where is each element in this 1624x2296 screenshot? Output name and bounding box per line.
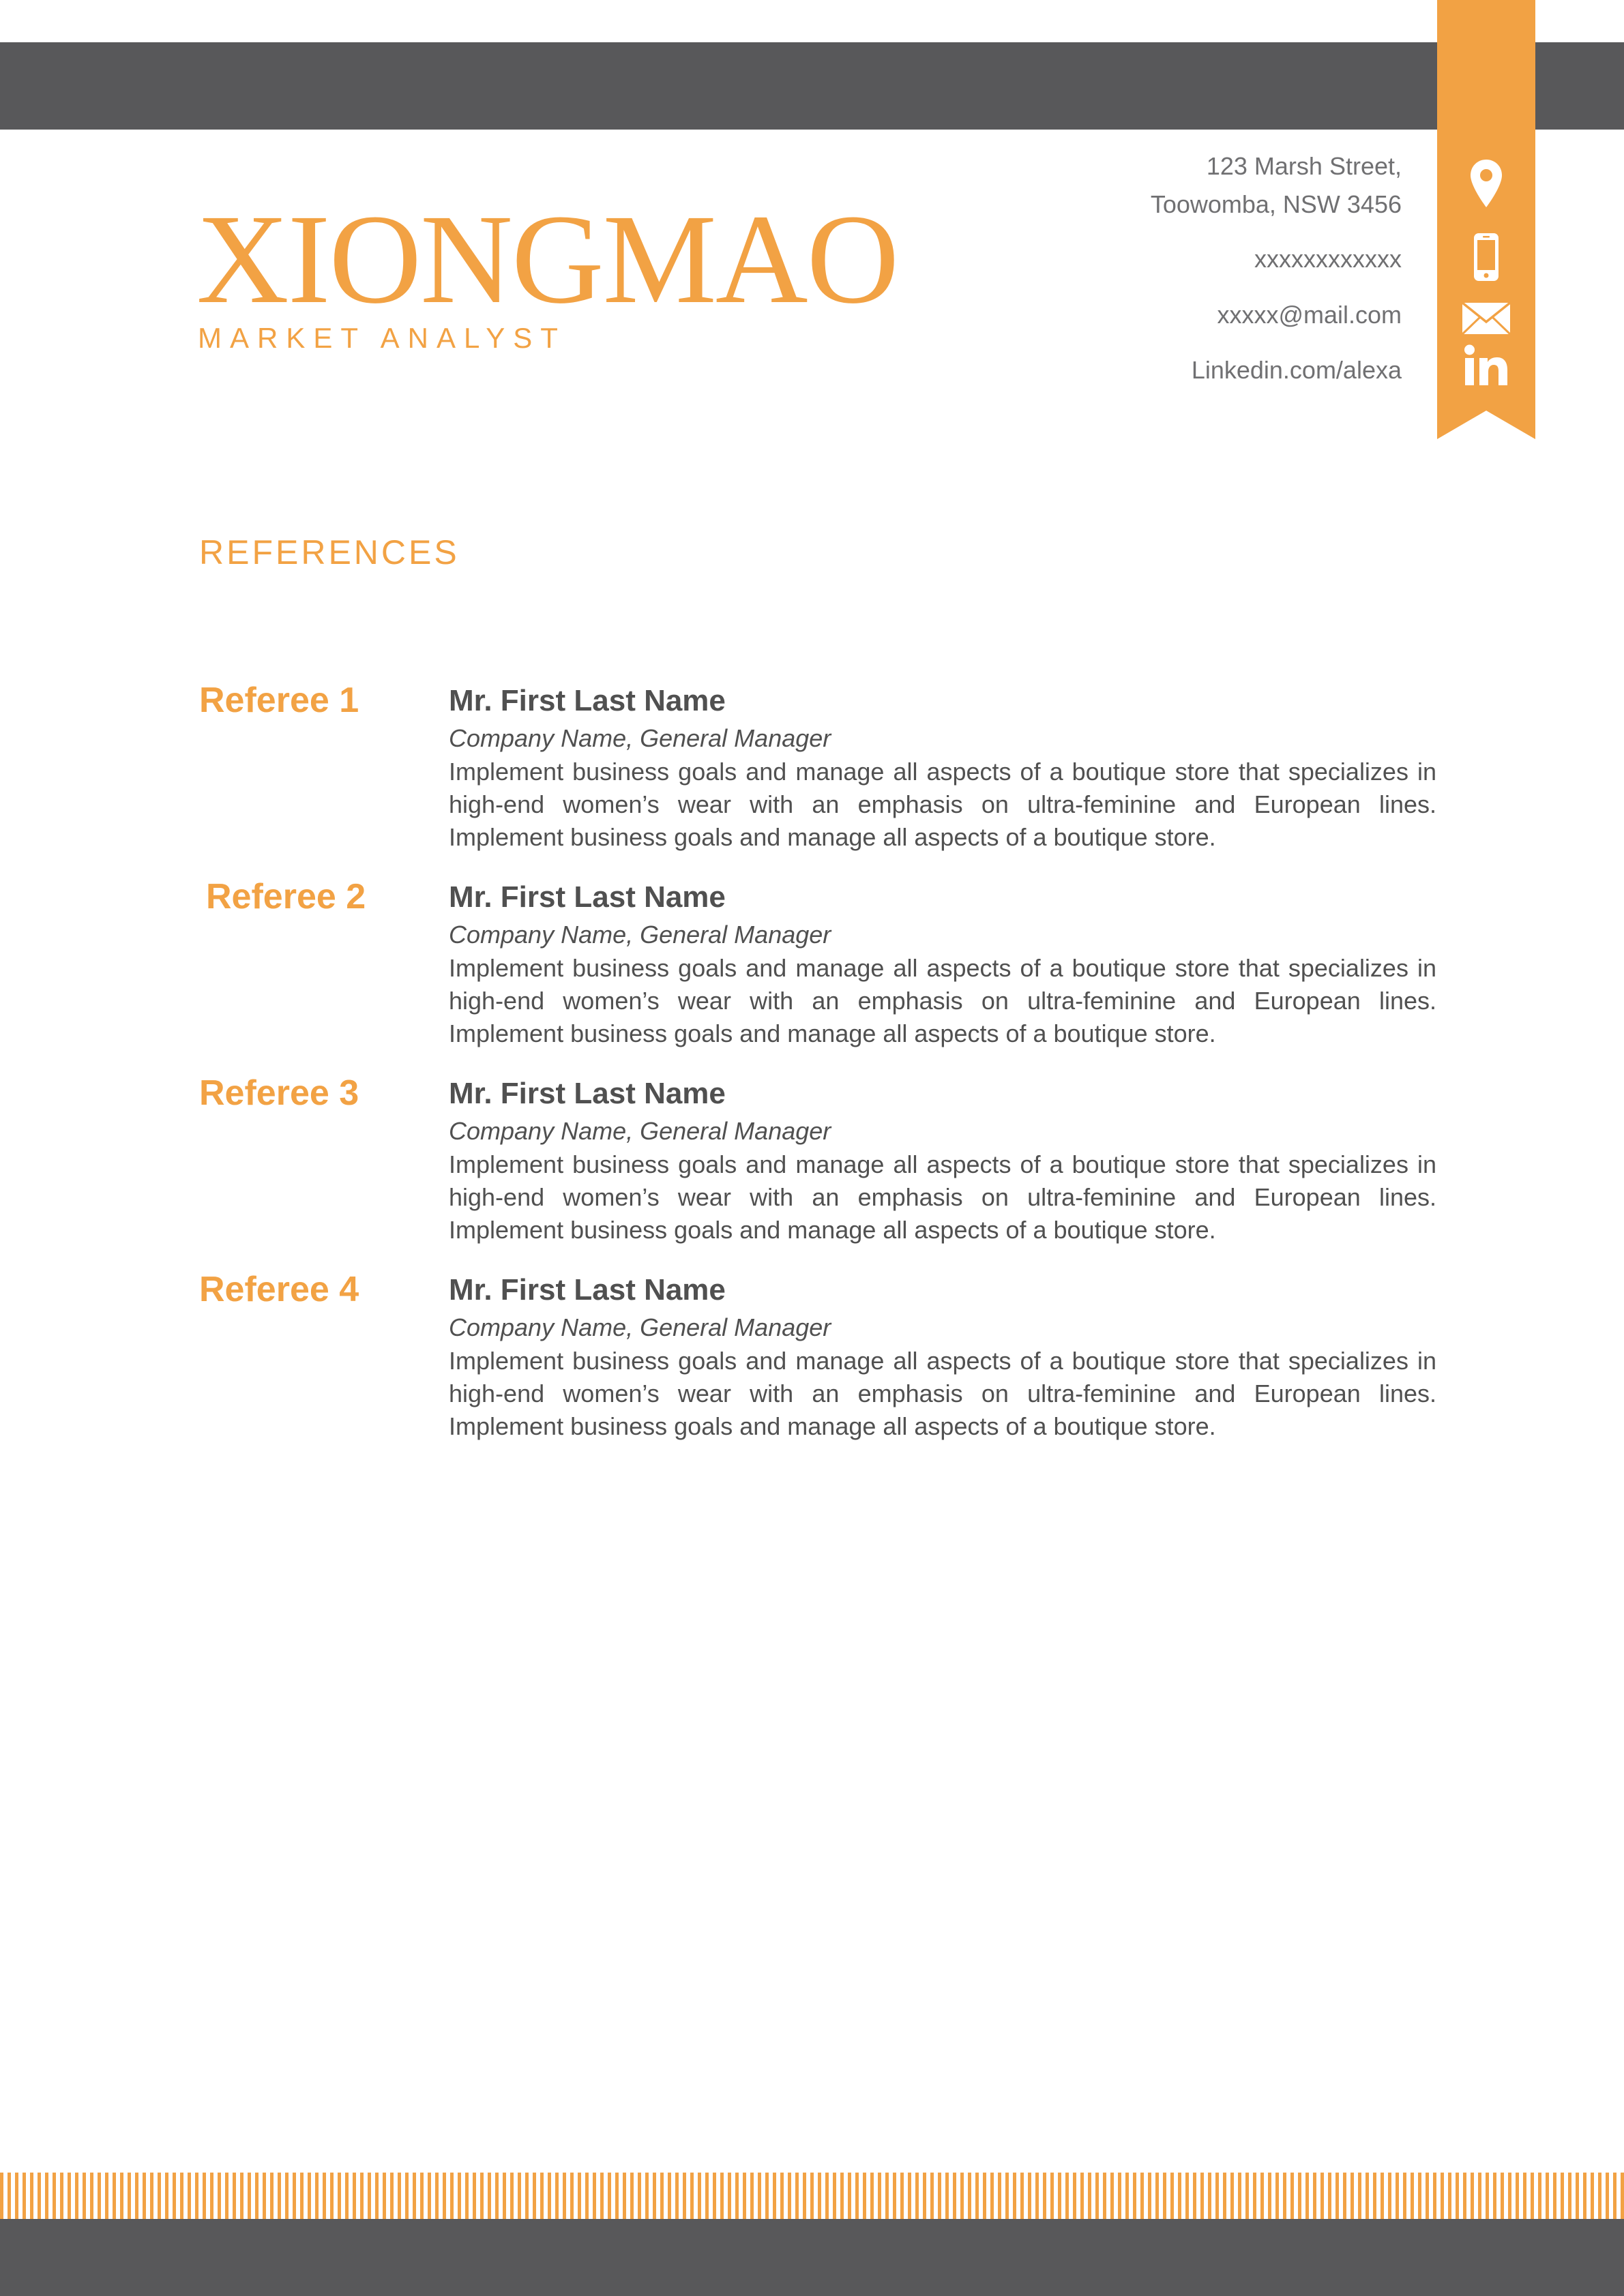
mobile-phone-icon — [1437, 232, 1535, 282]
referee-name: Mr. First Last Name — [449, 880, 726, 914]
job-title: MARKET ANALYST — [198, 322, 566, 354]
references-heading: REFERENCES — [199, 533, 460, 571]
address-line-1: 123 Marsh Street, — [1206, 152, 1402, 180]
footer-stripes — [0, 2173, 1624, 2219]
email-address: xxxxx@mail.com — [1217, 301, 1402, 329]
location-pin-icon — [1437, 158, 1535, 209]
referee-entry — [449, 1073, 1436, 1247]
referee-description: Implement business goals and manage all aspects of a boutique store that specializes in high-end women’s wear with an emphasis on ultra-feminine and European lines. Implement business goals and manage all aspects of a boutique store. — [449, 954, 1436, 1047]
linkedin-url: Linkedin.com/alexa — [1191, 356, 1402, 384]
referee-description: Implement business goals and manage all aspects of a boutique store that specializes in high-end women’s wear with an emphasis on ultra-feminine and European lines. Implement business goals and manage all aspects of a boutique store. — [449, 1150, 1436, 1244]
referee-name: Mr. First Last Name — [449, 1077, 726, 1110]
envelope-icon — [1437, 301, 1535, 336]
referee-entry — [449, 877, 1436, 1050]
referee-label: Referee 1 — [199, 681, 359, 720]
phone-number: xxxxxxxxxxxx — [1254, 245, 1402, 273]
referee-company: Company Name, General Manager — [449, 921, 831, 949]
address-line-2: Toowomba, NSW 3456 — [1150, 190, 1402, 218]
referee-company: Company Name, General Manager — [449, 1313, 831, 1341]
header-bar — [0, 42, 1624, 130]
referee-label: Referee 3 — [199, 1073, 359, 1113]
candidate-name: XIONGMAO — [196, 188, 898, 330]
linkedin-icon — [1437, 344, 1535, 387]
referee-description: Implement business goals and manage all aspects of a boutique store that specializes in high-end women’s wear with an emphasis on ultra-feminine and European lines. Implement business goals and manage all aspects of a boutique store. — [449, 758, 1436, 851]
referee-name: Mr. First Last Name — [449, 684, 726, 717]
referee-description: Implement business goals and manage all aspects of a boutique store that specializes in high-end women’s wear with an emphasis on ultra-feminine and European lines. Implement business goals and manage all aspects of a boutique store. — [449, 1347, 1436, 1440]
referee-name: Mr. First Last Name — [449, 1273, 726, 1307]
contact-ribbon — [1437, 0, 1535, 439]
referee-label: Referee 2 — [206, 877, 366, 916]
referee-entry — [449, 1270, 1436, 1443]
referee-company: Company Name, General Manager — [449, 1117, 831, 1145]
footer-bar — [0, 2219, 1624, 2296]
referee-entry — [449, 681, 1436, 854]
referee-company: Company Name, General Manager — [449, 724, 831, 752]
referee-label: Referee 4 — [199, 1270, 359, 1309]
